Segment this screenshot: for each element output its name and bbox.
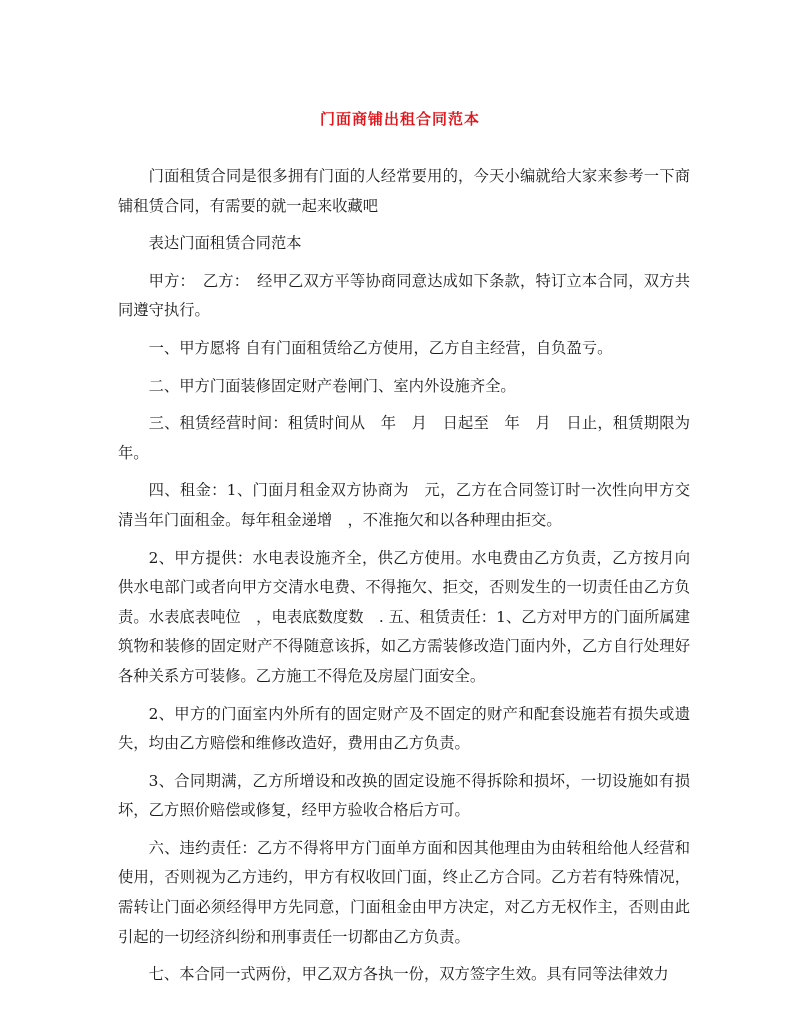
- paragraph-clause-1: 一、甲方愿将 自有门面租赁给乙方使用，乙方自主经营，自负盈亏。: [148, 338, 613, 357]
- paragraph-intro: 门面租赁合同是很多拥有门面的人经常要用的，今天小编就给大家来参考一下商铺租赁合同，有需要的就一起来收藏吧: [118, 167, 690, 215]
- document-body: [118, 162, 706, 998]
- paragraph-clause-3: 三、租赁经营时间：租赁时间从 年 月 日起至 年 月 日止，租赁期限为 年。: [118, 414, 706, 462]
- paragraph-clause-5-2: 2、甲方的门面室内外所有的固定财产及不固定的财产和配套设施若有损失或遗失，均由乙方赔偿和维修改造好，费用由乙方负责。: [118, 704, 690, 753]
- document-title: 门面商铺出租合同范本: [319, 110, 480, 128]
- paragraph-clause-2: 二、甲方门面装修固定财产卷闸门、室内外设施齐全。: [148, 376, 516, 395]
- paragraph-subtitle: 表达门面租赁合同范本: [148, 234, 302, 253]
- paragraph-clause-5-3: 3、合同期满，乙方所增设和改换的固定设施不得拆除和损坏，一切设施如有损坏，乙方照价赔偿或修复，经甲方验收合格后方可。: [118, 771, 690, 820]
- paragraph-clause-4: 四、租金：1、门面月租金双方协商为 元，乙方在合同签订时一次性向甲方交清当年门面租金。每年租金递增 ，不准拖欠和以各种理由拒交。: [118, 481, 690, 529]
- paragraph-clause-7: 七、本合同一式两份，甲乙双方各执一份，双方签字生效。具有同等法律效力: [148, 965, 669, 984]
- paragraph-clause-4-2: 2、甲方提供：水电表设施齐全，供乙方使用。水电费由乙方负责，乙方按月向供水电部门或者向甲方交清水电费、不得拖欠、拒交，否则发生的一切责任由乙方负责。水表底表吨位 ，电表底数度数 . 五、租赁责任：1、乙方对甲方的门面所属建筑物和装修的固定财产不得随意该拆，如乙方需装修改造门面内外，乙方自行处理好各种关系方可装修。乙方施工不得危及房屋门面安全。: [118, 548, 690, 685]
- paragraph-parties: 甲方： 乙方： 经甲乙双方平等协商同意达成如下条款，特订立本合同，双方共同遵守执行。: [118, 271, 690, 320]
- paragraph-clause-6: 六、违约责任：乙方不得将甲方门面单方面和因其他理由为由转租给他人经营和使用，否则视为乙方违约，甲方有权收回门面，终止乙方合同。乙方若有特殊情况，需转让门面必须经得甲方先同意，门面租金由甲方决定，对乙方无权作主，否则由此引起的一切经济纠纷和刑事责任一切都由乙方负责。: [118, 838, 690, 946]
